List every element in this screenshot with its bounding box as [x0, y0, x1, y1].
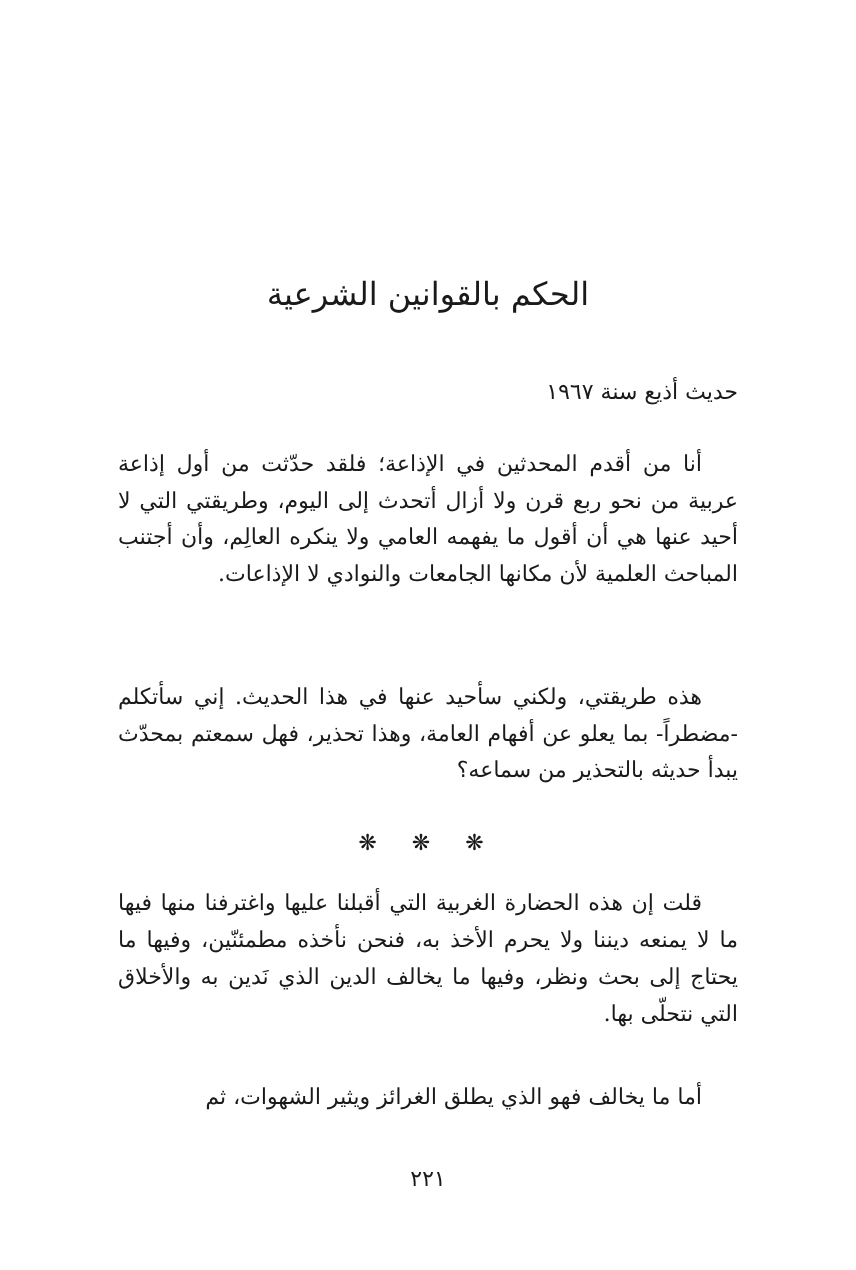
page-number: ٢٢١	[410, 1167, 446, 1192]
chapter-subtitle: حديث أذيع سنة ١٩٦٧	[546, 380, 738, 405]
book-page	[118, 0, 738, 1270]
paragraph-3: قلت إن هذه الحضارة الغربية التي أقبلنا عليها واغترفنا منها فيها ما لا يمنعه ديننا ولا يحرم الأخذ به، فنحن نأخذه مطمئنّين، وفيها ما يحتاج إلى بحث ونظر، وفيها ما يخالف الدين الذي نَدين به والأخلاق التي نتحلّى بها.	[118, 891, 738, 1027]
chapter-title: الحكم بالقوانين الشرعية	[266, 275, 590, 313]
paragraph-2: هذه طريقتي، ولكني سأحيد عنها في هذا الحديث. إني سأتكلم -مضطراً- بما يعلو عن أفهام العامة، وهذا تحذير، فهل سمعتم بمحدّث يبدأ حديثه بالتحذير من سماعه؟	[118, 685, 738, 783]
section-separator: ❋ ❋ ❋	[358, 831, 498, 856]
paragraph-1: أنا من أقدم المحدثين في الإذاعة؛ فلقد حدّثت من أول إذاعة عربية من نحو ربع قرن ولا أزال أتحدث إلى اليوم، وطريقتي التي لا أحيد عنها هي أن أقول ما يفهمه العامي ولا ينكره العالِم، وأن أجتنب المباحث العلمية لأن مكانها الجامعات والنوادي لا الإذاعات.	[118, 452, 738, 587]
paragraph-4: أما ما يخالف فهو الذي يطلق الغرائز ويثير الشهوات، ثم	[205, 1085, 702, 1110]
